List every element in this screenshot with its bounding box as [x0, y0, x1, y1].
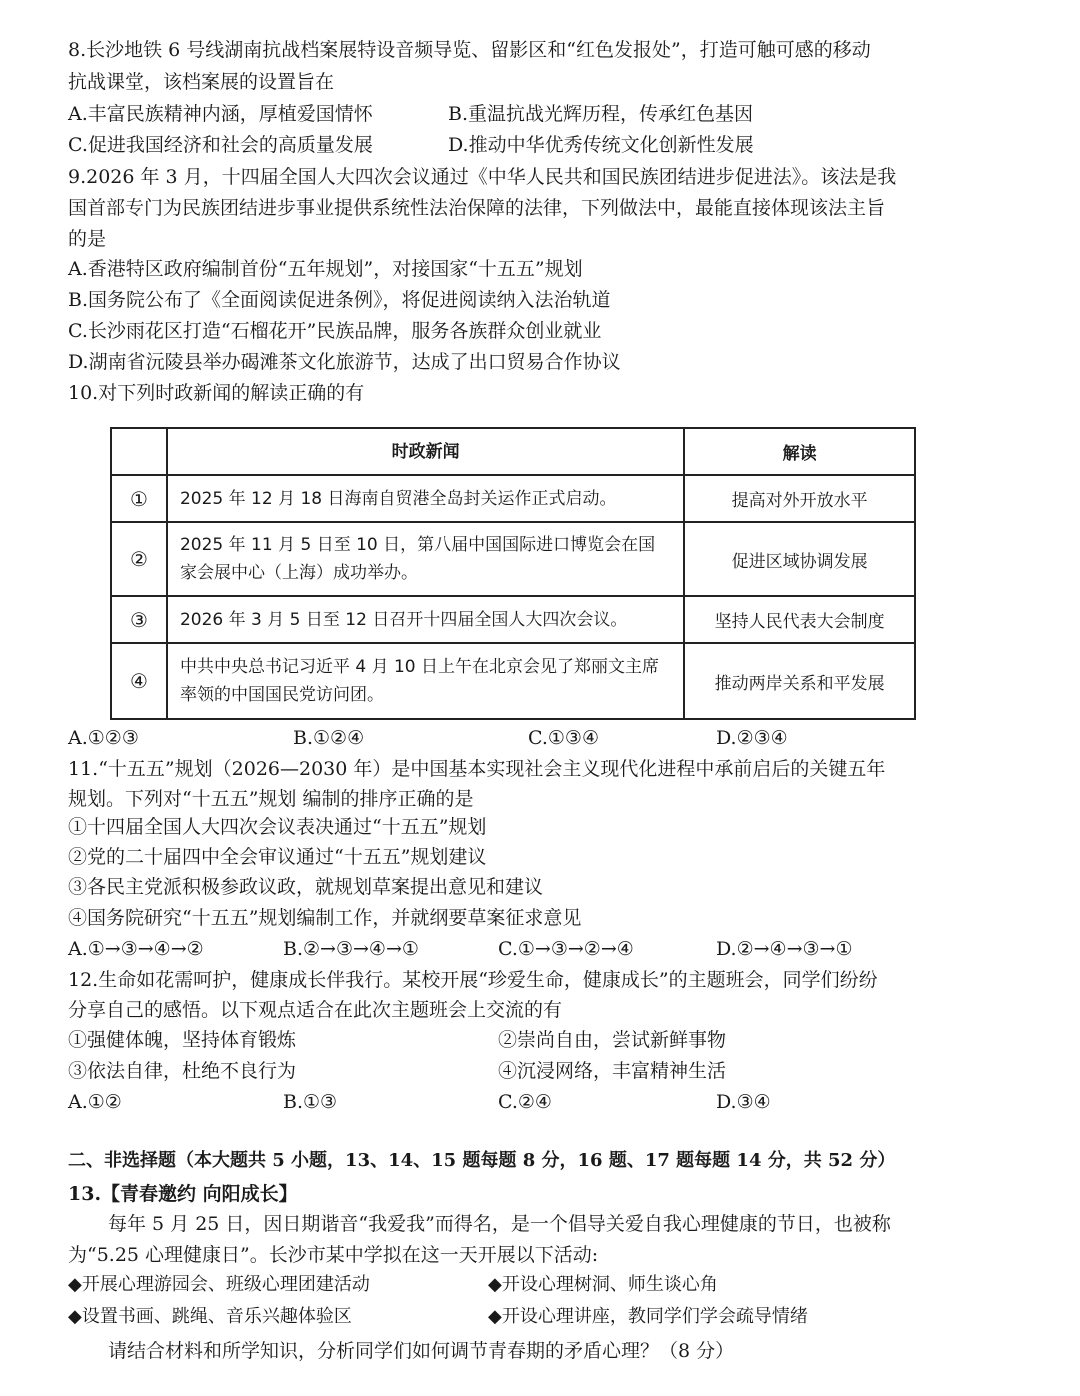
q11-item-4: ④国务院研究“十五五”规划编制工作，并就纲要草案征求意见	[68, 907, 582, 929]
q13-para-line1: 每年 5 月 25 日，因日期谐音“我爱我”而得名，是一个倡导关爱自我心理健康的节日，也被称	[108, 1213, 891, 1235]
row-interp: 促进区域协调发展	[684, 522, 915, 596]
q11-option-a: A.①→③→④→②	[68, 938, 204, 960]
q10-option-d: D.②③④	[716, 727, 788, 749]
section-2-title: 二、非选择题（本大题共 5 小题，13、14、15 题每题 8 分，16 题、17 题每题 14 分，共 52 分）	[68, 1150, 896, 1171]
q8-stem-line1: 8.长沙地铁 6 号线湖南抗战档案展特设音频导览、留影区和“红色发报处”，打造可触可感的移动	[68, 39, 871, 61]
row-news: 2025 年 12 月 18 日海南自贸港全岛封关运作正式启动。	[167, 475, 684, 522]
table-row	[111, 522, 915, 596]
q13-title: 13.【青春邀约 向阳成长】	[68, 1183, 298, 1205]
q13-question: 请结合材料和所学知识，分析同学们如何调节青春期的矛盾心理？（8 分）	[108, 1340, 735, 1362]
q12-option-b: B.①③	[283, 1091, 338, 1113]
q10-stem: 10.对下列时政新闻的解读正确的有	[68, 382, 365, 404]
news-table	[110, 427, 916, 720]
q9-option-c: C.长沙雨花区打造“石榴花开”民族品牌，服务各族群众创业就业	[68, 320, 602, 342]
table-row	[111, 475, 915, 522]
q8-option-d: D.推动中华优秀传统文化创新性发展	[448, 134, 754, 156]
q8-option-c: C.促进我国经济和社会的高质量发展	[68, 134, 373, 156]
row-number: ①	[111, 475, 167, 522]
row-interp: 坚持人民代表大会制度	[684, 596, 915, 643]
q13-activity-4: ◆开设心理讲座，教同学们学会疏导情绪	[488, 1306, 808, 1327]
row-news: 2025 年 11 月 5 日至 10 日，第八届中国国际进口博览会在国家会展中心（上海）成功举办。	[167, 522, 684, 596]
row-news: 中共中央总书记习近平 4 月 10 日上午在北京会见了郑丽文主席率领的中国国民党访问团。	[167, 643, 684, 719]
table-row	[111, 596, 915, 643]
q8-option-b: B.重温抗战光辉历程，传承红色基因	[448, 103, 754, 125]
q11-item-3: ③各民主党派积极参政议政，就规划草案提出意见和建议	[68, 876, 544, 898]
q8-stem-line2: 抗战课堂，该档案展的设置旨在	[68, 71, 335, 93]
q9-stem-line3: 的是	[68, 228, 107, 250]
q11-item-1: ①十四届全国人大四次会议表决通过“十五五”规划	[68, 816, 487, 838]
q11-option-d: D.②→④→③→①	[716, 938, 853, 960]
header-news: 时政新闻	[167, 428, 684, 475]
q12-stem-line1: 12.生命如花需呵护，健康成长伴我行。某校开展“珍爱生命，健康成长”的主题班会，同学们纷纷	[68, 969, 878, 991]
news-table-header	[111, 428, 915, 475]
q12-item-3: ③依法自律，杜绝不良行为	[68, 1060, 297, 1082]
q12-item-2: ②崇尚自由，尝试新鲜事物	[498, 1029, 727, 1051]
q11-stem-line2: 规划。下列对“十五五”规划 编制的排序正确的是	[68, 788, 474, 810]
row-number: ④	[111, 643, 167, 719]
q12-item-1: ①强健体魄，坚持体育锻炼	[68, 1029, 297, 1051]
q13-activity-2: ◆开设心理树洞、师生谈心角	[488, 1274, 718, 1295]
q12-stem-line2: 分享自己的感悟。以下观点适合在此次主题班会上交流的有	[68, 999, 563, 1021]
q9-stem-line2: 国首部专门为民族团结进步事业提供系统性法治保障的法律，下列做法中，最能直接体现该法主旨	[68, 197, 886, 219]
q11-option-c: C.①→③→②→④	[498, 938, 634, 960]
q11-item-2: ②党的二十届四中全会审议通过“十五五”规划建议	[68, 846, 487, 868]
q10-option-b: B.①②④	[293, 727, 365, 749]
q12-option-d: D.③④	[716, 1091, 771, 1113]
q10-option-c: C.①③④	[528, 727, 599, 749]
table-row	[111, 643, 915, 719]
q9-option-b: B.国务院公布了《全面阅读促进条例》，将促进阅读纳入法治轨道	[68, 289, 611, 311]
row-interp: 提高对外开放水平	[684, 475, 915, 522]
row-news: 2026 年 3 月 5 日至 12 日召开十四届全国人大四次会议。	[167, 596, 684, 643]
q13-activity-3: ◆设置书画、跳绳、音乐兴趣体验区	[68, 1306, 352, 1327]
q10-option-a: A.①②③	[68, 727, 139, 749]
row-interp: 推动两岸关系和平发展	[684, 643, 915, 719]
q13-para-line2: 为“5.25 心理健康日”。长沙市某中学拟在这一天开展以下活动:	[68, 1244, 599, 1266]
q12-option-a: A.①②	[68, 1091, 122, 1113]
q8-option-a: A.丰富民族精神内涵，厚植爱国情怀	[68, 103, 373, 125]
q11-option-b: B.②→③→④→①	[283, 938, 419, 960]
q9-stem-line1: 9.2026 年 3 月，十四届全国人大四次会议通过《中华人民共和国民族团结进步促进法》。该法是我	[68, 166, 897, 188]
header-blank	[111, 428, 167, 475]
q9-option-a: A.香港特区政府编制首份“五年规划”，对接国家“十五五”规划	[68, 258, 583, 280]
q13-activity-1: ◆开展心理游园会、班级心理团建活动	[68, 1274, 370, 1295]
header-interp: 解读	[684, 428, 915, 475]
q12-item-4: ④沉浸网络，丰富精神生活	[498, 1060, 727, 1082]
q12-option-c: C.②④	[498, 1091, 552, 1113]
q11-stem-line1: 11.“十五五”规划（2026—2030 年）是中国基本实现社会主义现代化进程中承前启后的关键五年	[68, 758, 886, 780]
q9-option-d: D.湖南省沅陵县举办碣滩茶文化旅游节，达成了出口贸易合作协议	[68, 351, 621, 373]
row-number: ③	[111, 596, 167, 643]
row-number: ②	[111, 522, 167, 596]
